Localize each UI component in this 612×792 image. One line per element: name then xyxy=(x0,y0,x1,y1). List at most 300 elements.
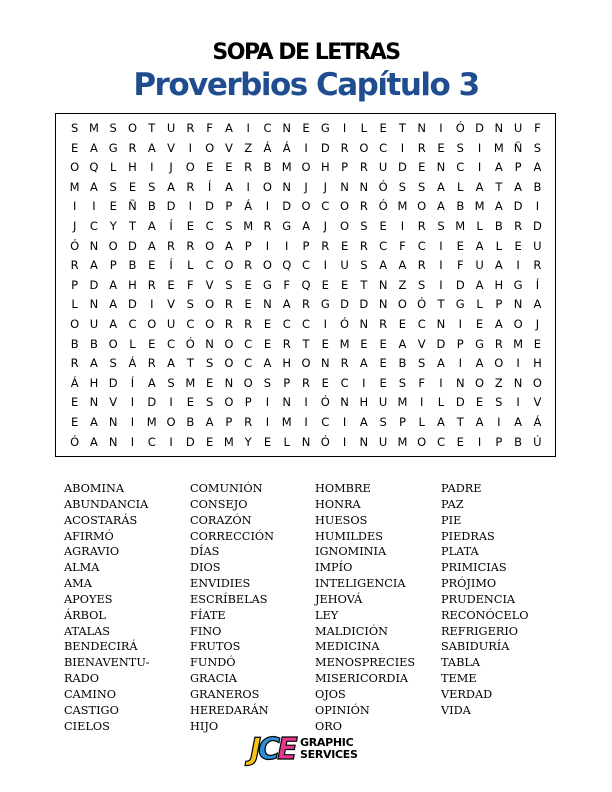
grid-cell[interactable]: A xyxy=(398,258,407,273)
grid-cell[interactable]: O xyxy=(301,160,311,175)
grid-cell[interactable]: S xyxy=(148,179,156,194)
grid-cell[interactable]: C xyxy=(282,316,291,331)
grid-cell[interactable]: O xyxy=(108,238,118,253)
grid-cell[interactable]: G xyxy=(455,297,465,312)
grid-cell[interactable]: U xyxy=(533,238,542,253)
grid-cell[interactable]: N xyxy=(378,297,388,312)
grid-cell[interactable]: I xyxy=(439,238,443,253)
grid-cell[interactable]: A xyxy=(475,277,484,292)
grid-cell[interactable]: N xyxy=(89,238,99,253)
grid-cell[interactable]: A xyxy=(205,414,214,429)
grid-cell[interactable]: R xyxy=(70,356,79,371)
grid-cell[interactable]: S xyxy=(205,395,214,410)
grid-cell[interactable]: M xyxy=(223,434,234,449)
grid-cell[interactable]: M xyxy=(513,336,524,351)
grid-cell[interactable]: M xyxy=(146,414,157,429)
grid-cell[interactable]: P xyxy=(109,258,117,273)
grid-cell[interactable]: R xyxy=(359,199,368,214)
grid-cell[interactable]: E xyxy=(205,160,214,175)
grid-cell[interactable]: C xyxy=(302,316,311,331)
grid-cell[interactable]: E xyxy=(340,238,349,253)
grid-cell[interactable]: E xyxy=(205,375,214,390)
grid-cell[interactable]: I xyxy=(188,199,193,214)
grid-cell[interactable]: L xyxy=(418,414,425,429)
grid-cell[interactable]: D xyxy=(532,218,542,233)
grid-cell[interactable]: C xyxy=(340,375,349,390)
grid-cell[interactable]: G xyxy=(320,121,330,135)
grid-cell[interactable]: R xyxy=(167,238,176,253)
grid-cell[interactable]: E xyxy=(186,395,194,410)
grid-cell[interactable]: P xyxy=(495,297,503,312)
grid-cell[interactable]: B xyxy=(89,336,98,351)
grid-cell[interactable]: A xyxy=(398,336,407,351)
grid-cell[interactable]: S xyxy=(186,297,194,312)
grid-cell[interactable]: O xyxy=(70,160,80,175)
grid-cell[interactable]: E xyxy=(398,316,407,331)
grid-cell[interactable]: I xyxy=(92,199,96,214)
grid-cell[interactable]: F xyxy=(418,375,426,390)
grid-cell[interactable]: C xyxy=(417,238,426,253)
grid-cell[interactable]: I xyxy=(265,414,270,429)
grid-cell[interactable]: I xyxy=(342,434,347,449)
grid-cell[interactable]: O xyxy=(417,434,427,449)
grid-cell[interactable]: Ñ xyxy=(513,140,523,155)
grid-cell[interactable]: C xyxy=(436,434,445,449)
grid-cell[interactable]: F xyxy=(456,258,464,273)
grid-cell[interactable]: S xyxy=(167,375,175,390)
grid-cell[interactable]: A xyxy=(89,434,98,449)
grid-cell[interactable]: A xyxy=(89,258,98,273)
grid-cell[interactable]: I xyxy=(342,121,347,135)
grid-cell[interactable]: E xyxy=(321,375,329,390)
grid-cell[interactable]: R xyxy=(224,297,233,312)
grid-cell[interactable]: O xyxy=(224,395,234,410)
grid-cell[interactable]: P xyxy=(398,414,406,429)
grid-cell[interactable]: Y xyxy=(109,218,117,233)
grid-cell[interactable]: C xyxy=(205,218,214,233)
grid-cell[interactable]: B xyxy=(514,434,523,449)
grid-cell[interactable]: V xyxy=(533,395,542,410)
grid-cell[interactable]: H xyxy=(359,395,369,410)
grid-cell[interactable]: A xyxy=(494,316,503,331)
grid-cell[interactable]: P xyxy=(495,434,503,449)
grid-cell[interactable]: I xyxy=(362,375,366,390)
grid-cell[interactable]: R xyxy=(263,218,272,233)
grid-cell[interactable]: E xyxy=(418,160,426,175)
grid-cell[interactable]: Ó xyxy=(320,434,330,449)
grid-cell[interactable]: N xyxy=(108,434,118,449)
grid-cell[interactable]: R xyxy=(244,316,253,331)
grid-cell[interactable]: M xyxy=(455,218,466,233)
grid-cell[interactable]: D xyxy=(108,375,118,390)
grid-cell[interactable]: A xyxy=(494,199,503,214)
grid-cell[interactable]: I xyxy=(150,160,154,175)
grid-cell[interactable]: A xyxy=(89,356,98,371)
grid-cell[interactable]: N xyxy=(320,356,330,371)
grid-cell[interactable]: L xyxy=(129,336,136,351)
grid-cell[interactable]: C xyxy=(167,336,176,351)
grid-cell[interactable]: A xyxy=(359,356,368,371)
grid-cell[interactable]: Ó xyxy=(340,316,350,331)
grid-cell[interactable]: S xyxy=(533,140,542,155)
grid-cell[interactable]: E xyxy=(475,395,484,410)
grid-cell[interactable]: E xyxy=(379,121,387,135)
grid-cell[interactable]: N xyxy=(340,395,349,410)
grid-cell[interactable]: S xyxy=(225,277,233,292)
grid-cell[interactable]: B xyxy=(70,336,79,351)
grid-cell[interactable]: D xyxy=(455,277,465,292)
grid-cell[interactable]: O xyxy=(205,140,215,155)
grid-cell[interactable]: S xyxy=(398,179,407,194)
grid-cell[interactable]: T xyxy=(360,277,368,292)
grid-cell[interactable]: R xyxy=(379,316,388,331)
grid-cell[interactable]: A xyxy=(475,179,484,194)
grid-cell[interactable]: S xyxy=(495,395,503,410)
grid-cell[interactable]: R xyxy=(340,356,349,371)
grid-cell[interactable]: D xyxy=(320,140,330,155)
grid-cell[interactable]: F xyxy=(206,121,213,135)
grid-cell[interactable]: G xyxy=(320,297,330,312)
grid-cell[interactable]: S xyxy=(360,258,368,273)
grid-cell[interactable]: V xyxy=(167,140,175,155)
grid-cell[interactable]: I xyxy=(400,140,405,155)
grid-cell[interactable]: I xyxy=(323,316,327,331)
grid-cell[interactable]: R xyxy=(359,238,368,253)
grid-cell[interactable]: V xyxy=(224,140,233,155)
grid-cell[interactable]: O xyxy=(262,258,272,273)
grid-cell[interactable]: Ó xyxy=(70,434,80,449)
grid-cell[interactable]: O xyxy=(532,375,542,390)
grid-cell[interactable]: P xyxy=(71,277,79,292)
grid-cell[interactable]: N xyxy=(359,316,369,331)
grid-cell[interactable]: E xyxy=(128,179,137,194)
grid-cell[interactable]: B xyxy=(398,356,407,371)
grid-cell[interactable]: P xyxy=(514,160,522,175)
grid-cell[interactable]: O xyxy=(359,140,369,155)
grid-cell[interactable]: N xyxy=(108,414,118,429)
grid-cell[interactable]: Z xyxy=(398,277,407,292)
grid-cell[interactable]: D xyxy=(455,395,465,410)
grid-cell[interactable]: N xyxy=(494,121,504,135)
grid-cell[interactable]: T xyxy=(148,121,156,135)
grid-cell[interactable]: I xyxy=(304,140,308,155)
grid-cell[interactable]: I xyxy=(477,434,482,449)
grid-cell[interactable]: Z xyxy=(494,375,503,390)
grid-cell[interactable]: B xyxy=(533,179,542,194)
grid-cell[interactable]: I xyxy=(150,297,154,312)
grid-cell[interactable]: N xyxy=(340,179,349,194)
grid-cell[interactable]: G xyxy=(282,218,292,233)
grid-cell[interactable]: M xyxy=(493,140,504,155)
grid-cell[interactable]: S xyxy=(109,179,117,194)
grid-cell[interactable]: P xyxy=(244,238,252,253)
grid-cell[interactable]: R xyxy=(417,218,426,233)
grid-cell[interactable]: U xyxy=(378,434,388,449)
grid-cell[interactable]: R xyxy=(417,140,426,155)
grid-cell[interactable]: V xyxy=(205,277,214,292)
grid-cell[interactable]: A xyxy=(437,179,445,194)
grid-cell[interactable]: J xyxy=(323,179,327,194)
grid-cell[interactable]: D xyxy=(128,238,137,253)
grid-cell[interactable]: E xyxy=(71,140,79,155)
grid-cell[interactable]: E xyxy=(379,218,387,233)
grid-cell[interactable]: E xyxy=(244,297,252,312)
grid-cell[interactable]: Í xyxy=(169,218,173,233)
grid-cell[interactable]: E xyxy=(167,277,175,292)
grid-cell[interactable]: I xyxy=(497,414,501,429)
grid-cell[interactable]: U xyxy=(166,316,176,331)
grid-cell[interactable]: I xyxy=(130,434,135,449)
grid-cell[interactable]: C xyxy=(244,356,253,371)
grid-cell[interactable]: S xyxy=(205,356,214,371)
grid-cell[interactable]: R xyxy=(224,316,233,331)
grid-cell[interactable]: Ó xyxy=(455,121,465,135)
grid-cell[interactable]: E xyxy=(302,121,310,135)
grid-cell[interactable]: S xyxy=(263,375,272,390)
grid-cell[interactable]: I xyxy=(516,258,520,273)
grid-cell[interactable]: A xyxy=(224,121,233,135)
grid-cell[interactable]: J xyxy=(304,179,308,194)
grid-cell[interactable]: M xyxy=(397,395,408,410)
grid-cell[interactable]: I xyxy=(420,395,424,410)
grid-cell[interactable]: Ó xyxy=(185,336,195,351)
grid-cell[interactable]: M xyxy=(281,160,292,175)
grid-cell[interactable]: T xyxy=(128,218,136,233)
grid-cell[interactable]: A xyxy=(109,277,118,292)
grid-cell[interactable]: N xyxy=(263,297,272,312)
grid-cell[interactable]: O xyxy=(513,316,523,331)
grid-cell[interactable]: Ó xyxy=(320,395,330,410)
grid-cell[interactable]: E xyxy=(205,434,214,449)
grid-cell[interactable]: P xyxy=(225,199,233,214)
grid-cell[interactable]: D xyxy=(397,160,407,175)
grid-cell[interactable]: H xyxy=(89,375,99,390)
grid-cell[interactable]: E xyxy=(263,316,272,331)
grid-cell[interactable]: C xyxy=(379,140,388,155)
grid-cell[interactable]: M xyxy=(69,179,80,194)
grid-cell[interactable]: D xyxy=(166,199,176,214)
grid-cell[interactable]: O xyxy=(70,316,80,331)
grid-cell[interactable]: U xyxy=(378,395,388,410)
grid-cell[interactable]: I xyxy=(188,140,193,155)
grid-cell[interactable]: E xyxy=(244,277,252,292)
grid-cell[interactable]: U xyxy=(513,121,523,135)
grid-cell[interactable]: I xyxy=(304,395,308,410)
grid-cell[interactable]: S xyxy=(109,356,117,371)
grid-cell[interactable]: D xyxy=(147,395,157,410)
grid-cell[interactable]: I xyxy=(323,258,327,273)
grid-cell[interactable]: M xyxy=(397,199,408,214)
grid-cell[interactable]: J xyxy=(72,218,77,233)
grid-cell[interactable]: C xyxy=(456,160,465,175)
grid-cell[interactable]: I xyxy=(265,238,270,253)
grid-cell[interactable]: E xyxy=(533,336,542,351)
grid-cell[interactable]: I xyxy=(477,160,482,175)
grid-cell[interactable]: Í xyxy=(169,258,173,273)
grid-cell[interactable]: R xyxy=(302,297,311,312)
grid-cell[interactable]: O xyxy=(185,160,195,175)
grid-cell[interactable]: U xyxy=(89,316,99,331)
grid-cell[interactable]: I xyxy=(246,121,250,135)
grid-cell[interactable]: A xyxy=(109,297,118,312)
grid-cell[interactable]: E xyxy=(456,238,464,253)
grid-cell[interactable]: D xyxy=(513,199,523,214)
grid-cell[interactable]: C xyxy=(186,316,195,331)
grid-cell[interactable]: C xyxy=(89,218,98,233)
grid-cell[interactable]: I xyxy=(439,277,443,292)
grid-cell[interactable]: C xyxy=(321,414,330,429)
grid-cell[interactable]: R xyxy=(70,258,79,273)
grid-cell[interactable]: E xyxy=(148,258,156,273)
grid-cell[interactable]: Í xyxy=(130,375,135,390)
grid-cell[interactable]: R xyxy=(514,218,523,233)
grid-cell[interactable]: N xyxy=(455,375,465,390)
grid-cell[interactable]: R xyxy=(494,336,503,351)
grid-cell[interactable]: R xyxy=(147,277,156,292)
grid-cell[interactable]: R xyxy=(186,121,195,135)
grid-cell[interactable]: O xyxy=(262,179,272,194)
grid-cell[interactable]: E xyxy=(456,434,464,449)
grid-cell[interactable]: S xyxy=(379,414,387,429)
grid-cell[interactable]: Ñ xyxy=(128,199,137,214)
grid-cell[interactable]: B xyxy=(186,414,195,429)
grid-cell[interactable]: C xyxy=(417,316,426,331)
grid-cell[interactable]: C xyxy=(244,336,253,351)
grid-cell[interactable]: C xyxy=(128,316,137,331)
grid-cell[interactable]: E xyxy=(379,336,387,351)
grid-cell[interactable]: A xyxy=(167,179,175,194)
grid-cell[interactable]: S xyxy=(398,375,407,390)
grid-cell[interactable]: I xyxy=(130,395,135,410)
grid-cell[interactable]: P xyxy=(283,375,291,390)
grid-cell[interactable]: E xyxy=(263,336,272,351)
grid-cell[interactable]: O xyxy=(340,218,350,233)
grid-cell[interactable]: F xyxy=(399,238,406,253)
grid-cell[interactable]: T xyxy=(437,297,445,312)
grid-cell[interactable]: I xyxy=(130,414,135,429)
grid-cell[interactable]: Q xyxy=(301,277,311,292)
grid-cell[interactable]: A xyxy=(147,238,156,253)
grid-cell[interactable]: A xyxy=(89,140,98,155)
grid-cell[interactable]: I xyxy=(285,238,289,253)
grid-cell[interactable]: R xyxy=(417,258,426,273)
grid-cell[interactable]: I xyxy=(439,258,443,273)
grid-cell[interactable]: O xyxy=(166,414,176,429)
grid-cell[interactable]: A xyxy=(437,199,445,214)
grid-cell[interactable]: L xyxy=(457,179,464,194)
grid-cell[interactable]: T xyxy=(186,356,194,371)
grid-cell[interactable]: I xyxy=(169,434,173,449)
grid-cell[interactable]: M xyxy=(281,414,292,429)
grid-cell[interactable]: L xyxy=(283,434,290,449)
grid-cell[interactable]: U xyxy=(166,121,176,135)
grid-cell[interactable]: N xyxy=(89,395,99,410)
grid-cell[interactable]: N xyxy=(359,179,369,194)
grid-cell[interactable]: N xyxy=(282,121,292,135)
grid-cell[interactable]: I xyxy=(516,356,520,371)
grid-cell[interactable]: P xyxy=(341,160,349,175)
grid-cell[interactable]: V xyxy=(417,336,426,351)
grid-cell[interactable]: I xyxy=(246,179,250,194)
grid-cell[interactable]: D xyxy=(185,434,195,449)
grid-cell[interactable]: A xyxy=(475,238,484,253)
grid-cell[interactable]: H xyxy=(320,160,330,175)
grid-cell[interactable]: E xyxy=(340,277,349,292)
grid-cell[interactable]: B xyxy=(494,218,503,233)
grid-cell[interactable]: I xyxy=(477,140,482,155)
grid-cell[interactable]: E xyxy=(321,336,329,351)
grid-cell[interactable]: G xyxy=(475,336,484,351)
grid-cell[interactable]: Á xyxy=(128,356,137,371)
grid-cell[interactable]: D xyxy=(89,277,99,292)
grid-cell[interactable]: A xyxy=(109,316,118,331)
grid-cell[interactable]: V xyxy=(109,395,118,410)
grid-cell[interactable]: R xyxy=(340,140,349,155)
grid-cell[interactable]: C xyxy=(321,199,330,214)
grid-cell[interactable]: Í xyxy=(207,179,212,194)
grid-cell[interactable]: A xyxy=(437,356,445,371)
grid-cell[interactable]: Z xyxy=(244,140,253,155)
grid-cell[interactable]: A xyxy=(437,414,445,429)
grid-cell[interactable]: B xyxy=(147,199,156,214)
grid-cell[interactable]: R xyxy=(282,336,291,351)
grid-cell[interactable]: P xyxy=(302,238,310,253)
grid-cell[interactable]: L xyxy=(187,258,194,273)
grid-cell[interactable]: S xyxy=(418,356,426,371)
grid-cell[interactable]: A xyxy=(147,218,156,233)
grid-cell[interactable]: S xyxy=(70,121,79,135)
grid-cell[interactable]: R xyxy=(244,160,253,175)
grid-cell[interactable]: A xyxy=(359,414,368,429)
grid-cell[interactable]: A xyxy=(147,375,156,390)
grid-cell[interactable]: R xyxy=(128,140,137,155)
grid-cell[interactable]: R xyxy=(359,160,368,175)
grid-cell[interactable]: S xyxy=(437,218,445,233)
grid-cell[interactable]: U xyxy=(378,160,388,175)
grid-cell[interactable]: Ó xyxy=(378,179,388,194)
grid-cell[interactable]: R xyxy=(244,258,253,273)
grid-cell[interactable]: N xyxy=(224,375,234,390)
grid-cell[interactable]: U xyxy=(475,258,484,273)
grid-cell[interactable]: O xyxy=(224,258,234,273)
grid-cell[interactable]: A xyxy=(494,258,503,273)
grid-cell[interactable]: A xyxy=(475,356,484,371)
grid-cell[interactable]: C xyxy=(263,121,272,135)
grid-cell[interactable]: H xyxy=(533,356,542,371)
grid-cell[interactable]: G xyxy=(262,277,272,292)
grid-cell[interactable]: L xyxy=(437,395,445,410)
grid-cell[interactable]: A xyxy=(282,297,291,312)
grid-cell[interactable]: E xyxy=(475,316,484,331)
grid-cell[interactable]: A xyxy=(302,218,310,233)
grid-cell[interactable]: O xyxy=(108,336,118,351)
grid-cell[interactable]: L xyxy=(495,238,503,253)
grid-cell[interactable]: C xyxy=(302,258,311,273)
grid-cell[interactable]: E xyxy=(71,414,79,429)
grid-cell[interactable]: R xyxy=(186,238,195,253)
grid-cell[interactable]: I xyxy=(439,375,443,390)
grid-cell[interactable]: N xyxy=(436,316,446,331)
grid-cell[interactable]: A xyxy=(167,356,175,371)
grid-cell[interactable]: N xyxy=(89,297,99,312)
grid-cell[interactable]: P xyxy=(244,395,252,410)
grid-cell[interactable]: H xyxy=(282,356,292,371)
grid-cell[interactable]: Ú xyxy=(533,434,542,449)
grid-cell[interactable]: G xyxy=(108,140,118,155)
grid-cell[interactable]: E xyxy=(71,395,79,410)
grid-cell[interactable]: N xyxy=(513,375,523,390)
grid-cell[interactable]: I xyxy=(304,414,308,429)
